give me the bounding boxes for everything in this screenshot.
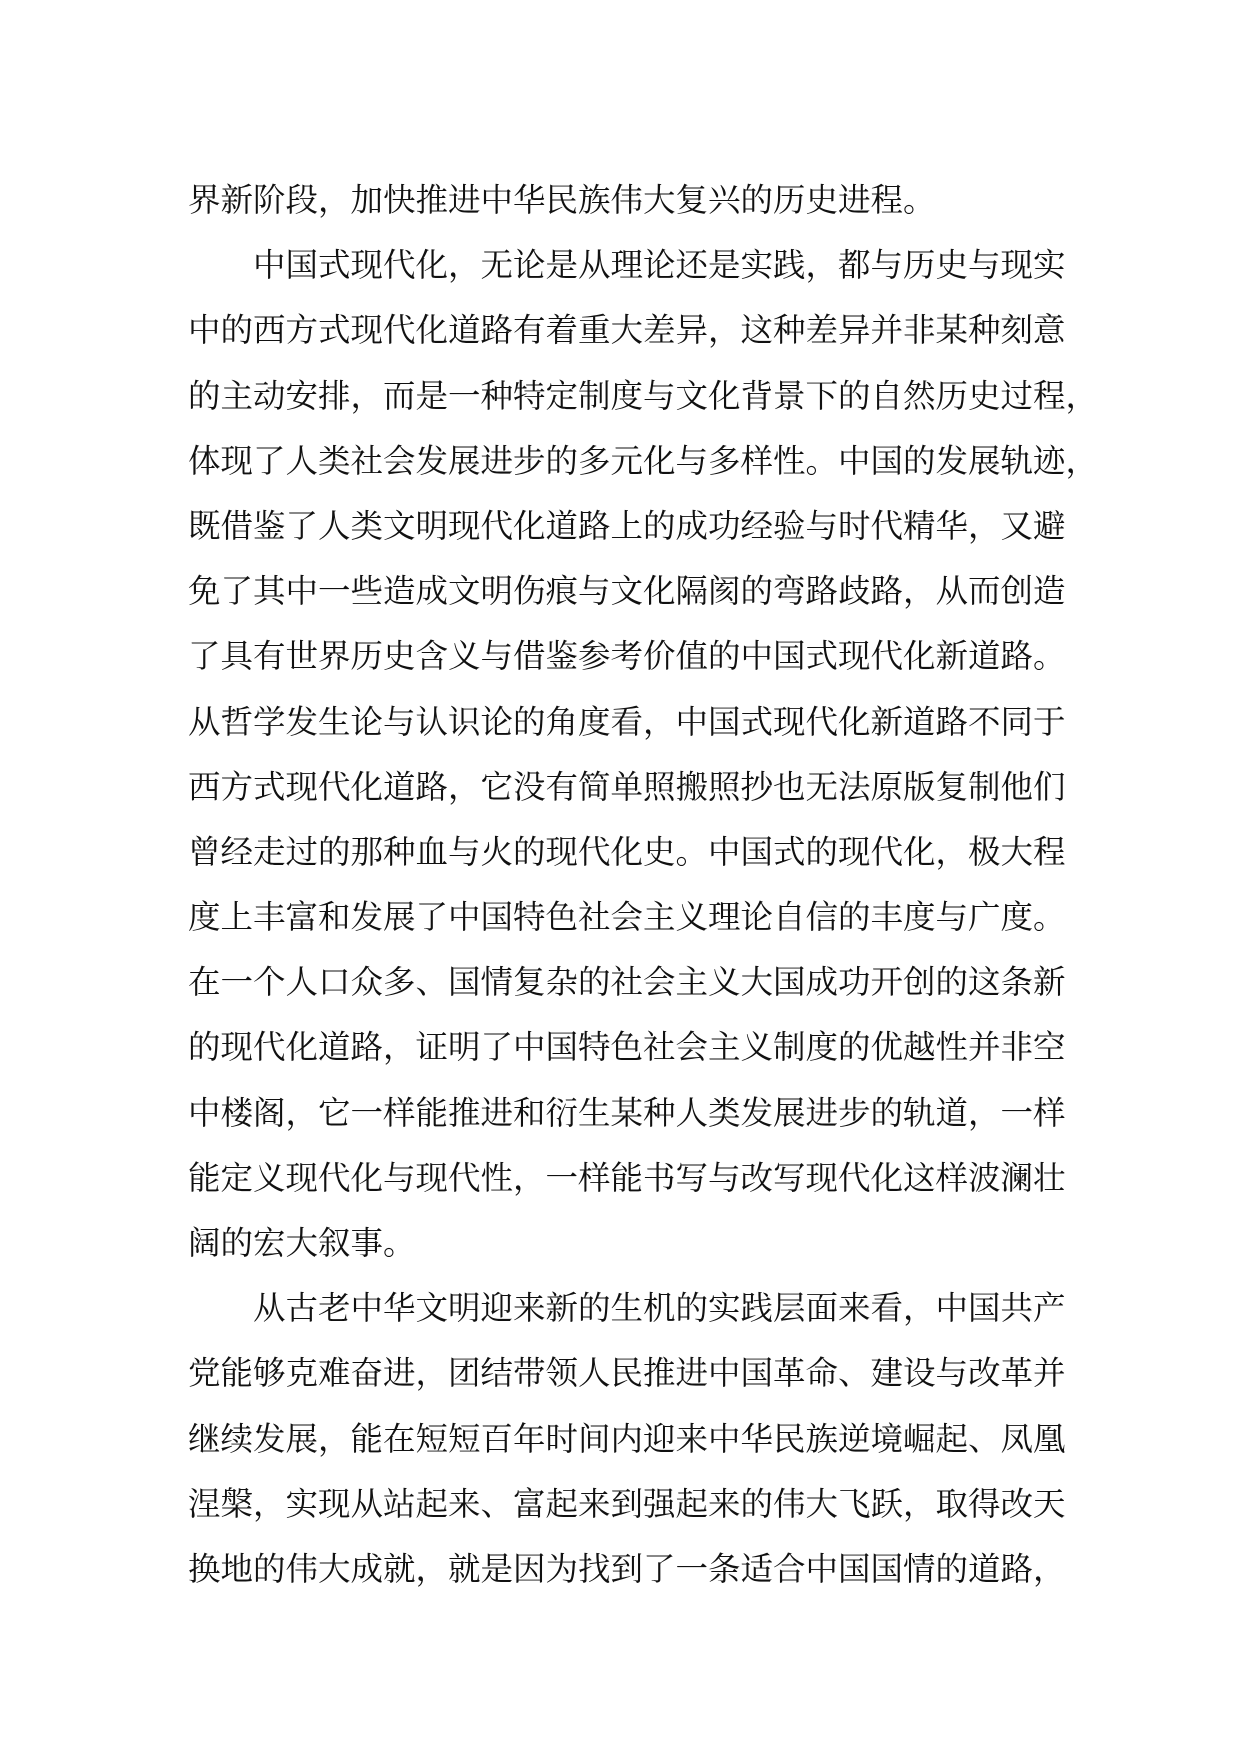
text-line: 西方式现代化道路，它没有简单照搬照抄也无法原版复制他们 xyxy=(188,767,1066,806)
text-line: 党能够克难奋进，团结带领人民推进中国革命、建设与改革并 xyxy=(188,1354,1066,1393)
text-line: 了具有世界历史含义与借鉴参考价值的中国式现代化新道路。 xyxy=(188,637,1066,676)
text-line: 免了其中一些造成文明伤痕与文化隔阂的弯路歧路，从而创造 xyxy=(188,572,1066,611)
text-line: 体现了人类社会发展进步的多元化与多样性。中国的发展轨迹， xyxy=(188,441,1099,480)
text-line: 既借鉴了人类文明现代化道路上的成功经验与时代精华，又避 xyxy=(188,506,1066,545)
text-line: 继续发展，能在短短百年时间内迎来中华民族逆境崛起、凤凰 xyxy=(188,1419,1066,1458)
text-line: 度上丰富和发展了中国特色社会主义理论自信的丰度与广度。 xyxy=(188,898,1066,937)
text-line: 阔的宏大叙事。 xyxy=(188,1224,416,1262)
text-line: 能定义现代化与现代性，一样能书写与改写现代化这样波澜壮 xyxy=(188,1158,1066,1197)
text-line: 涅槃，实现从站起来、富起来到强起来的伟大飞跃，取得改天 xyxy=(188,1484,1066,1523)
text-line: 界新阶段，加快推进中华民族伟大复兴的历史进程。 xyxy=(188,181,936,219)
text-line: 从古老中华文明迎来新的生机的实践层面来看，中国共产 xyxy=(253,1289,1066,1328)
text-line: 从哲学发生论与认识论的角度看，中国式现代化新道路不同于 xyxy=(188,702,1066,741)
text-line: 中的西方式现代化道路有着重大差异，这种差异并非某种刻意 xyxy=(188,311,1066,350)
text-line: 在一个人口众多、国情复杂的社会主义大国成功开创的这条新 xyxy=(188,963,1066,1002)
text-line: 的主动安排，而是一种特定制度与文化背景下的自然历史过程， xyxy=(188,376,1099,415)
text-line: 换地的伟大成就，就是因为找到了一条适合中国国情的道路， xyxy=(188,1549,1066,1588)
text-line: 中楼阁，它一样能推进和衍生某种人类发展进步的轨道，一样 xyxy=(188,1093,1066,1132)
text-line: 曾经走过的那种血与火的现代化史。中国式的现代化，极大程 xyxy=(188,832,1066,871)
text-line: 的现代化道路，证明了中国特色社会主义制度的优越性并非空 xyxy=(188,1028,1066,1067)
text-line: 中国式现代化，无论是从理论还是实践，都与历史与现实 xyxy=(253,246,1066,285)
body-text xyxy=(188,168,1099,1602)
